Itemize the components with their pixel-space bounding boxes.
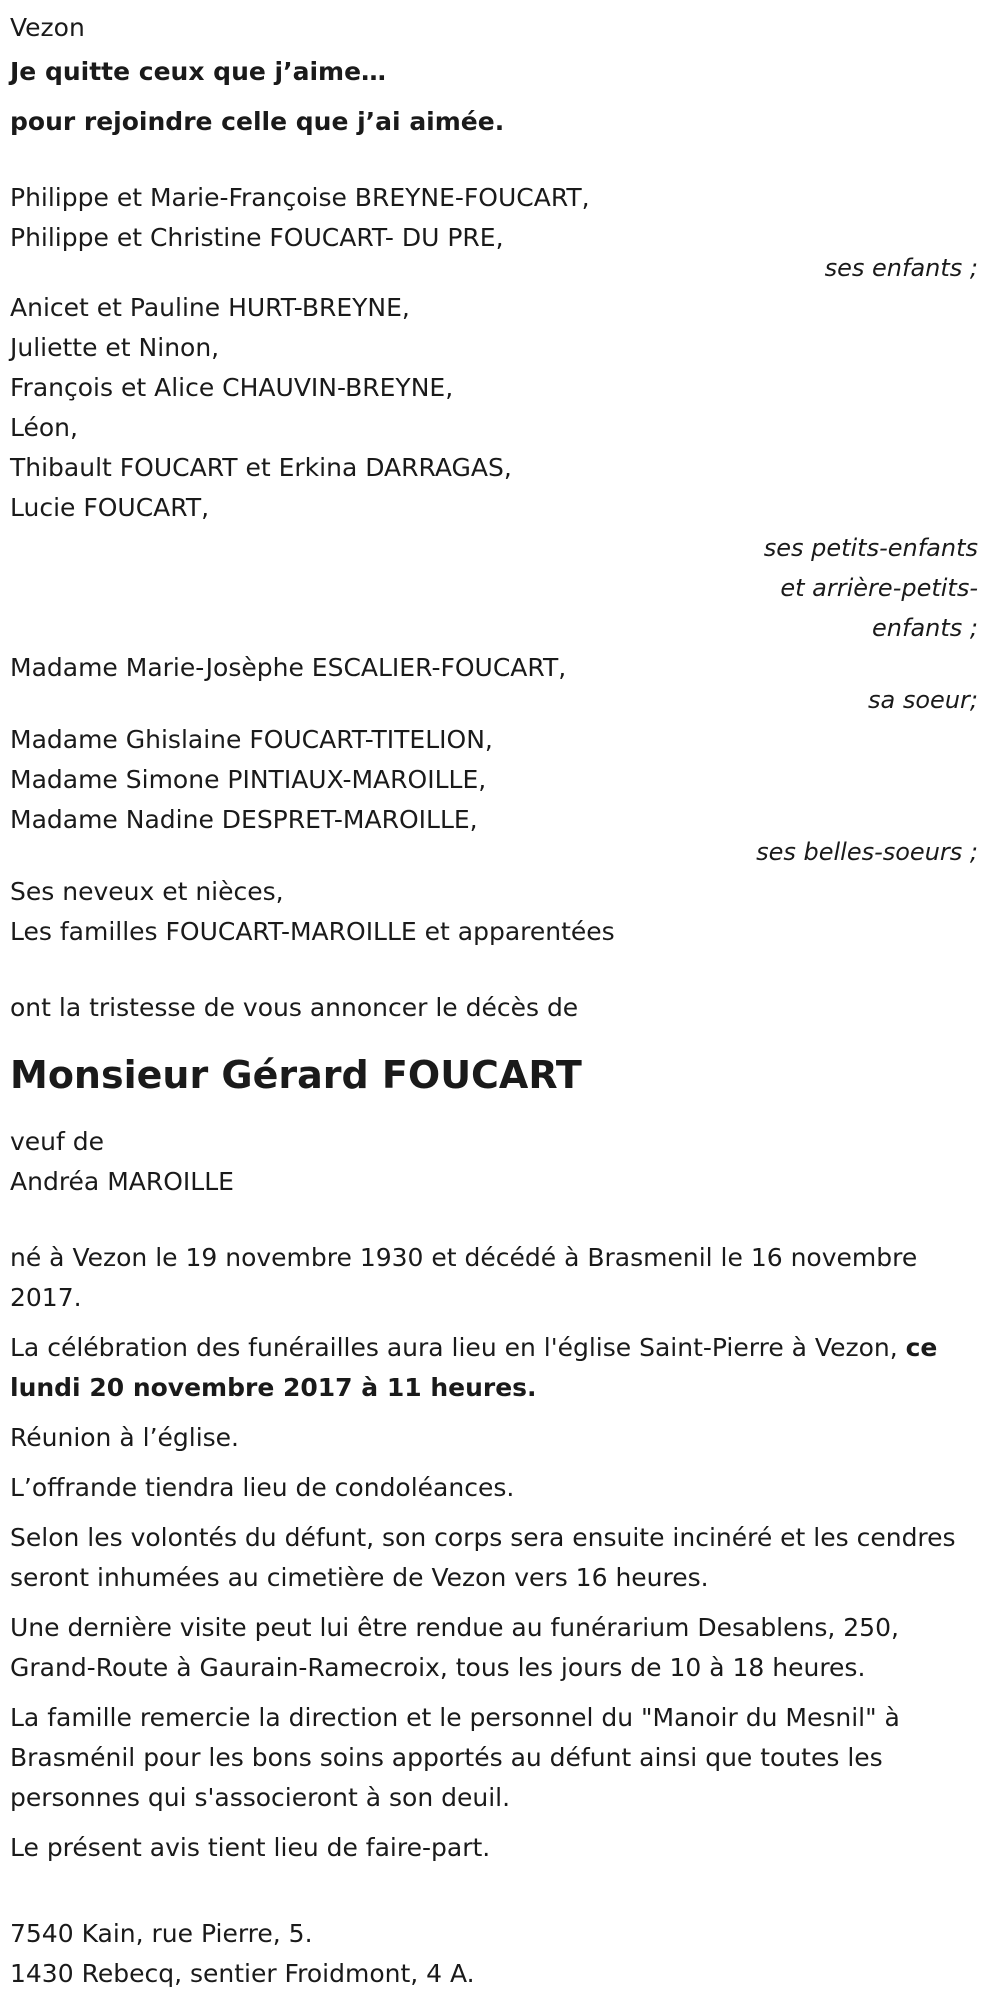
grandchild-entry: Anicet et Pauline HURT-BREYNE, <box>10 293 410 322</box>
grandchild-entry: Juliette et Ninon, <box>10 333 220 362</box>
quote-line-2: pour rejoindre celle que j’ai aimée. <box>10 107 505 136</box>
sisters-in-law-label: ses belles-soeurs ; <box>756 838 978 866</box>
info-paragraph: Selon les volontés du défunt, son corps sera ensuite incinéré et les cendres seront inhumées au cimetière de Vezon vers 16 heures. <box>10 1523 956 1592</box>
deceased-name: Monsieur Gérard FOUCART <box>10 1053 582 1097</box>
funeral-date-time: ce lundi 20 novembre 2017 à 11 heures. <box>10 1333 938 1402</box>
announcement-text: ont la tristesse de vous annoncer le décès de <box>10 993 579 1022</box>
sister-label: sa soeur; <box>868 686 978 714</box>
other-relatives-entry: Ses neveux et nièces, <box>10 877 284 906</box>
birth-death-text: né à Vezon le 19 novembre 1930 et décédé à Brasmenil le 16 novembre 2017. <box>10 1243 918 1312</box>
quote-line-1: Je quitte ceux que j’aime… <box>10 57 387 86</box>
grandchild-entry: Léon, <box>10 413 78 442</box>
address-line: 7540 Kain, rue Pierre, 5. <box>10 1919 313 1948</box>
grandchild-entry: Lucie FOUCART, <box>10 493 210 522</box>
info-paragraph: Une dernière visite peut lui être rendue au funérarium Desablens, 250, Grand-Route à Gaurain-Ramecroix, tous les jours de 10 à 18 heures. <box>10 1613 899 1682</box>
info-paragraph: Réunion à l’église. <box>10 1423 240 1452</box>
info-paragraph: La famille remercie la direction et le personnel du "Manoir du Mesnil" à Brasménil pour les bons soins apportés au défunt ainsi que toutes les personnes qui s'associeront à son deuil. <box>10 1703 900 1812</box>
address-line: 1430 Rebecq, sentier Froidmont, 4 A. <box>10 1959 475 1988</box>
grandchild-entry: Thibault FOUCART et Erkina DARRAGAS, <box>10 453 512 482</box>
info-paragraph: Le présent avis tient lieu de faire-part. <box>10 1833 491 1862</box>
funeral-text: La célébration des funérailles aura lieu en l'église Saint-Pierre à Vezon, <box>10 1333 906 1362</box>
grandchildren-label-3: enfants ; <box>872 614 978 642</box>
grandchild-entry: François et Alice CHAUVIN-BREYNE, <box>10 373 454 402</box>
children-label: ses enfants ; <box>824 254 978 282</box>
grandchildren-label-2: et arrière-petits- <box>780 574 978 602</box>
child-entry: Philippe et Christine FOUCART- DU PRE, <box>10 223 504 252</box>
child-entry: Philippe et Marie-Françoise BREYNE-FOUCART, <box>10 183 590 212</box>
sister-entry: Madame Marie-Josèphe ESCALIER-FOUCART, <box>10 653 567 682</box>
sister-in-law-entry: Madame Nadine DESPRET-MAROILLE, <box>10 805 478 834</box>
info-paragraph: L’offrande tiendra lieu de condoléances. <box>10 1473 515 1502</box>
sister-in-law-entry: Madame Ghislaine FOUCART-TITELION, <box>10 725 493 754</box>
late-spouse-name: Andréa MAROILLE <box>10 1167 234 1196</box>
other-relatives-entry: Les familles FOUCART-MAROILLE et apparentées <box>10 917 615 946</box>
grandchildren-label-1: ses petits-enfants <box>763 534 978 562</box>
widower-label: veuf de <box>10 1127 105 1156</box>
place-name: Vezon <box>10 13 85 42</box>
funeral-details <box>10 1328 990 1408</box>
sister-in-law-entry: Madame Simone PINTIAUX-MAROILLE, <box>10 765 487 794</box>
